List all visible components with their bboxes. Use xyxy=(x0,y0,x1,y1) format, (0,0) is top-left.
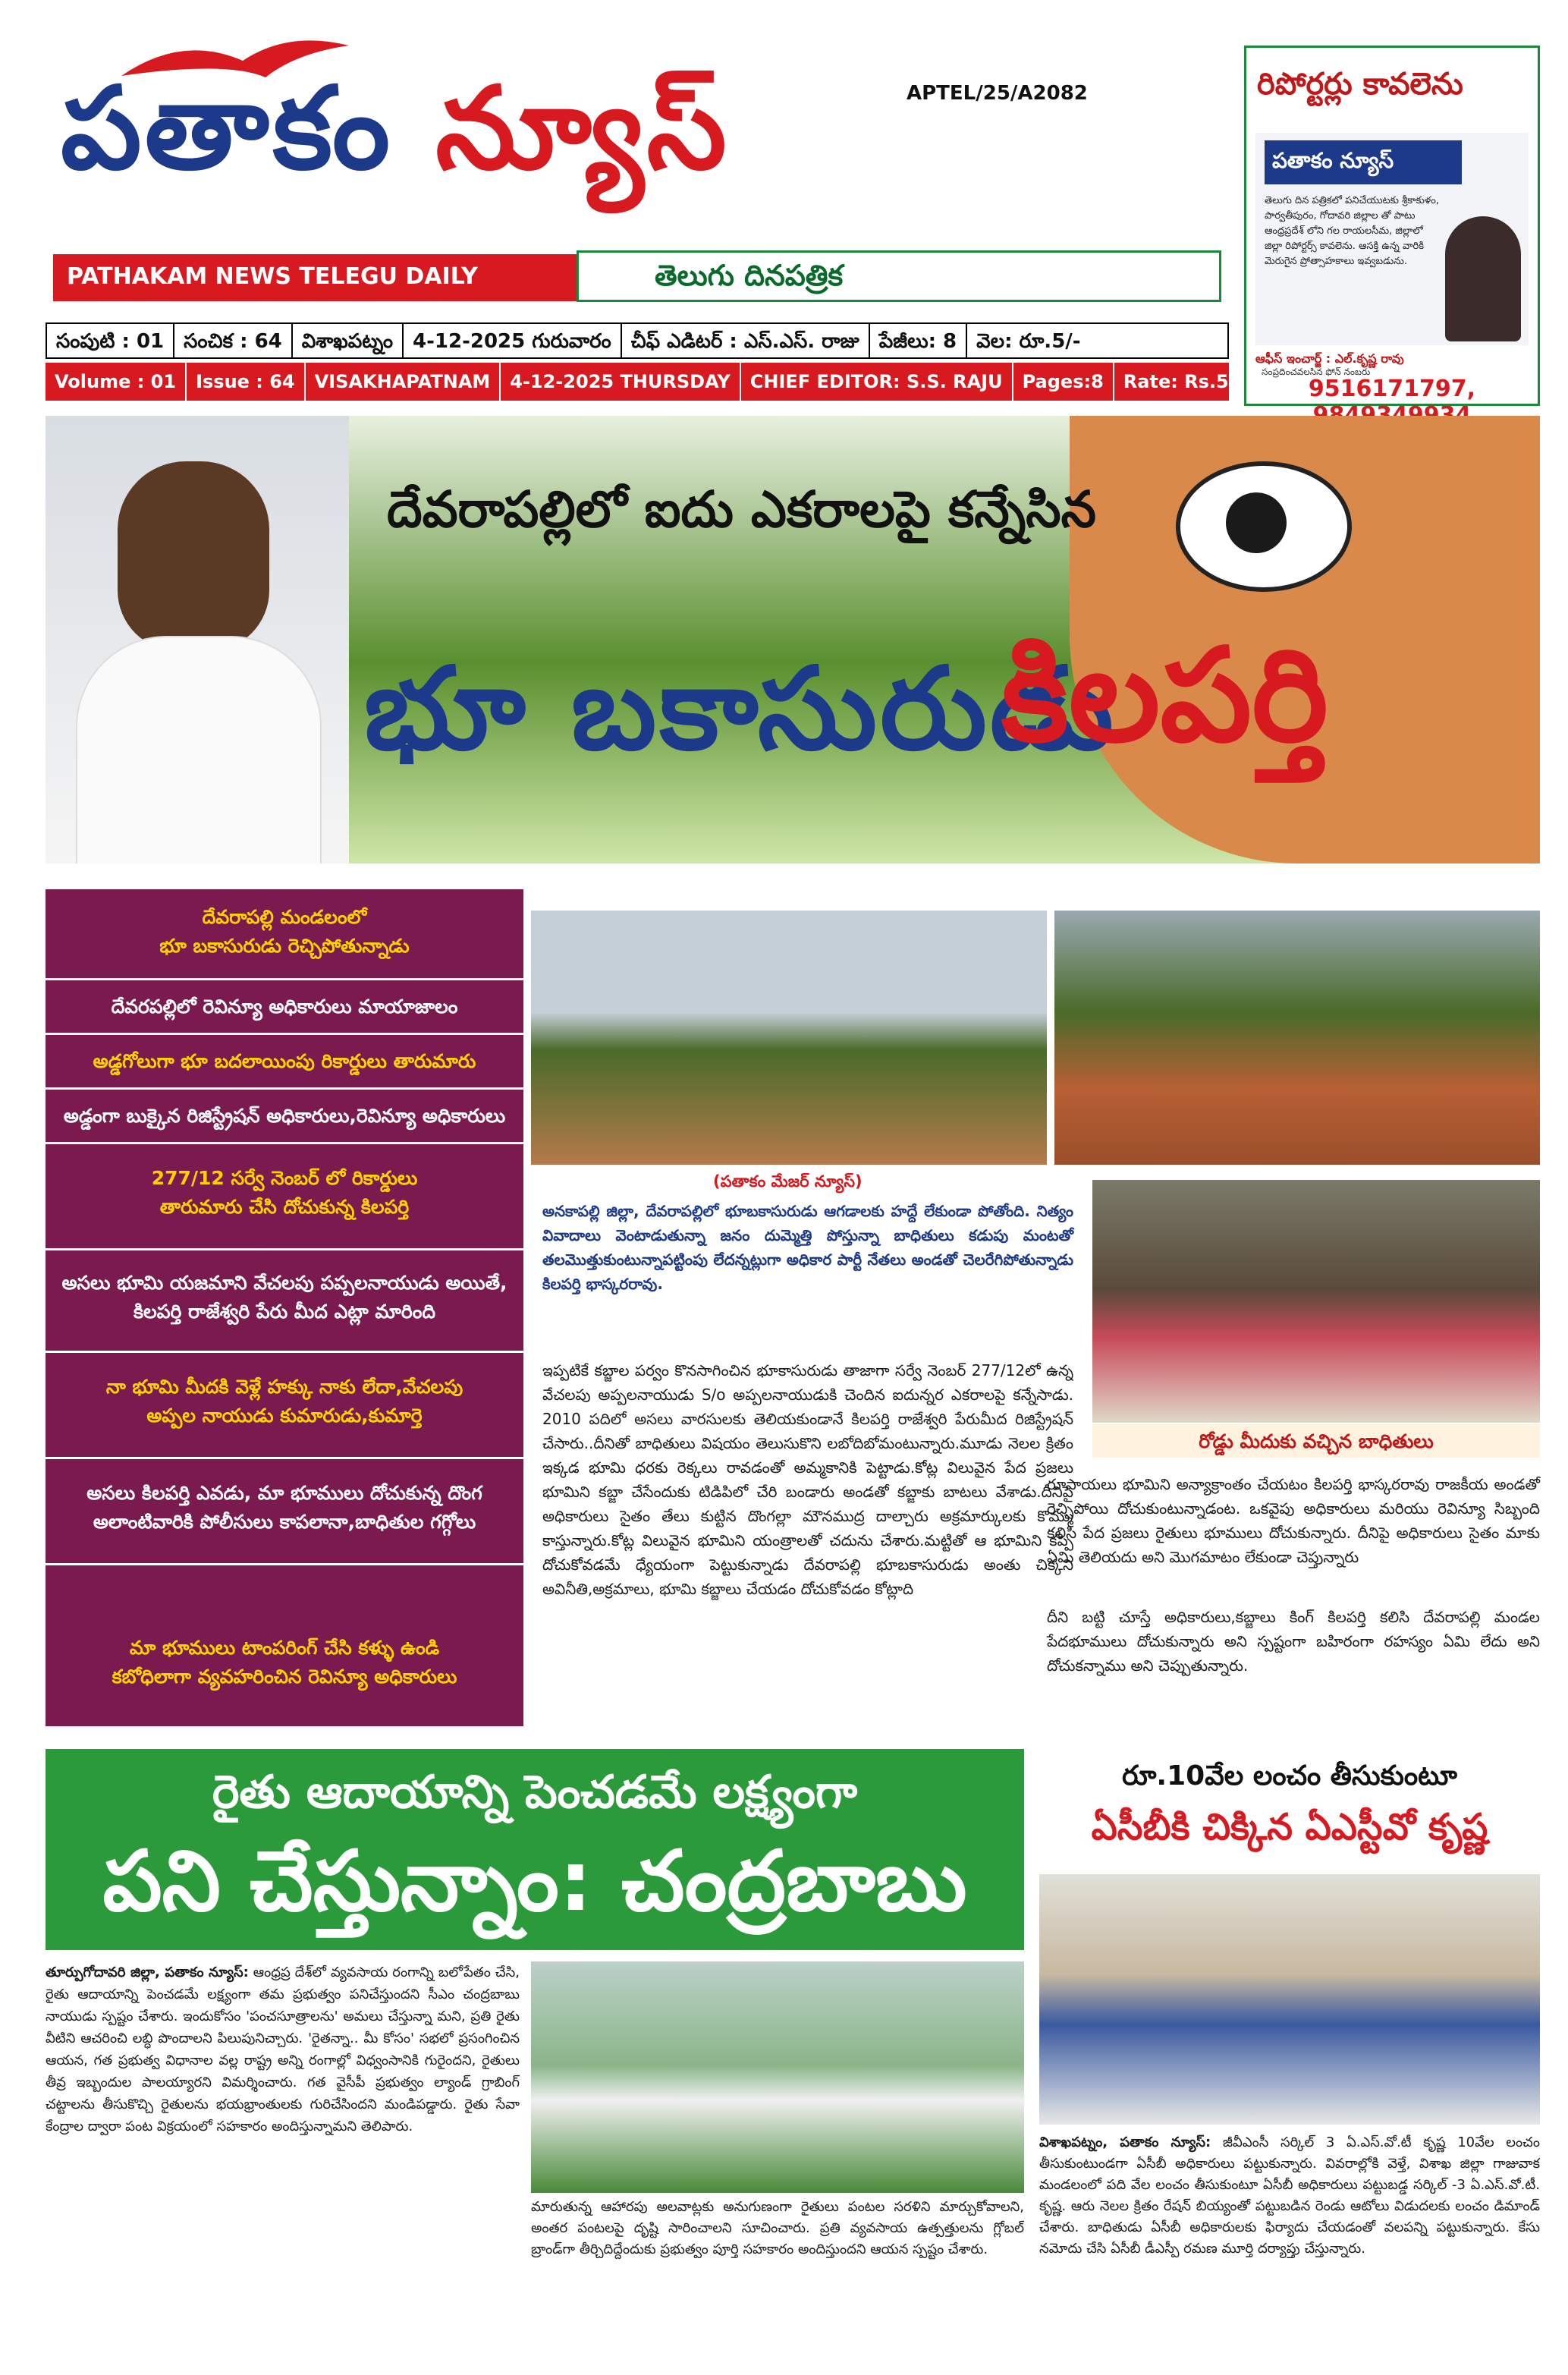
ad-office-incharge: ఆఫీస్ ఇంచార్జ్ : ఎల్.కృష్ణ రావు xyxy=(1255,351,1404,366)
sidebar-line: దేవరపల్లిలో రెవిన్యూ అధికారులు మాయాజాలం xyxy=(111,996,458,1018)
hero-headline-1: దేవరాపల్లిలో ఐదు ఎకరాలపై కన్నేసిన xyxy=(387,480,1096,539)
sidebar-line: కిలపర్తి రాజేశ్వరి పేరు మీద ఎట్లా మారింది xyxy=(133,1301,436,1323)
acb-story xyxy=(1039,2132,1540,2367)
info-en-item: 4-12-2025 THURSDAY xyxy=(501,363,740,401)
hero-headline-3: కిలపర్తి xyxy=(1001,621,1328,771)
sidebar-box xyxy=(46,889,523,980)
sidebar-box xyxy=(46,1459,523,1565)
sidebar-line: అప్పల నాయుడు కుమారుడు,కుమార్తె xyxy=(146,1405,423,1427)
info-en-item: Pages:8 xyxy=(1013,363,1114,401)
acb-photo xyxy=(1039,1874,1540,2125)
ad-contact-note: సంప్రదించవలసిన ఫోన్ నంబరు xyxy=(1262,366,1371,377)
chandrababu-banner xyxy=(46,1749,1024,1950)
sidebar-line: దేవరాపల్లి మండలంలో xyxy=(202,906,367,928)
sidebar-line: అడ్డంగా బుక్కైన రిజిస్ట్రేషన్ అధికారులు,రెవిన్యూ అధికారులు xyxy=(63,1105,506,1127)
ad-panel xyxy=(1255,133,1529,345)
tagline-en: PATHAKAM NEWS TELEGU DAILY xyxy=(53,254,577,301)
ad-phones: 9516171797, xyxy=(1308,376,1476,402)
sidebar-line: అలాంటివారికి పోలీసులు కాపలానా,బాధితుల గగ్గోలు xyxy=(93,1511,476,1533)
sidebar-line: 277/12 సర్వే నెంబర్ లో రికార్డులు xyxy=(151,1167,418,1189)
acb-headline: ఏసీబీకి చిక్కిన ఏఎస్టీవో కృష్ణ xyxy=(1091,1806,1488,1848)
sidebar-box xyxy=(46,1250,523,1353)
sidebar-box xyxy=(46,980,523,1035)
chandrababu-photo xyxy=(531,1961,1024,2193)
info-en-item: CHIEF EDITOR: S.S. RAJU xyxy=(741,363,1013,401)
story-body-3: దీని బట్టి చూస్తే అధికారులు,కబ్జాలు కింగ్ కిలపర్తి కలిసి దేవరాపల్లి మండల పేదభూములు దోచుకున్నారు అని స్పష్టంగా బహిరంగా రహస్యం ఏమి లేదు అని దోచుకన్నాము అని చెప్పుతున్నారు. xyxy=(1047,1608,1540,1675)
victims-photo-caption: రోడ్డు మీదుకు వచ్చిన బాధితులు xyxy=(1092,1424,1540,1458)
info-te-item: చీఫ్ ఎడిటర్ : ఎస్.ఎస్. రాజు xyxy=(622,324,870,357)
ad-logo: పతాకం న్యూస్ xyxy=(1265,140,1462,184)
sidebar-box xyxy=(46,1353,523,1459)
info-te-item: 4-12-2025 గురువారం xyxy=(404,324,622,357)
sidebar-box xyxy=(46,1565,523,1729)
cb-photo-caption: మారుతున్న ఆహారపు అలవాట్లకు అనుగుణంగా రైతులు పంటల సరళిని మార్చుకోవాలని, అంతర పంటలపై దృష్టి సారించాలని సూచించారు. ప్రతి వ్యవసాయ ఉత్పత్తులను గ్లోబల్ బ్రాండ్‌గా తీర్చిదిద్దేందుకు ప్రభుత్వం పూర్తి సహకారం అందిస్తుందని ఆయన స్పష్టం చేశారు. xyxy=(531,2199,1024,2257)
sidebar-line: అసలు భూమి యజమాని వేచలపు పప్పలనాయుడు అయితే, xyxy=(61,1272,507,1294)
info-en-item: Rate: Rs.5/- xyxy=(1123,371,1243,392)
acb-body: జీవీఎంసీ సర్కిల్ 3 ఏ.ఎస్.వో.టీ కృష్ణ 10వేల లంచం తీసుకుంటుండగా ఏసీబీ అధికారులు పట్టుకున్నారు. వివరాల్లోకి వెళ్తే, విశాఖ జిల్లా గాజువాక మండలంలో పది వేల లంచం తీసుకుంటూ ఏసీబీ అధికారులు పట్టుబడ్డ సర్కిల్ -3 ఏ.ఎస్.వో.టీ. కృష్ణ. ఆరు నెలల క్రితం రేషన్ బియ్యంతో పట్టుబడిన రెండు ఆటోలు విడుదలకు లంచం డిమాండ్ చేశారు. బాధితుడు ఏసీబీ అధికారులకు ఫిర్యాదు చేయడంతో వలపన్ని పట్టుకున్నారు. కేసు నమోదు చేసి ఏసీబీ డీఎస్పీ రమణ మూర్తి దర్యాప్తు చేస్తున్నారు. xyxy=(1039,2134,1540,2257)
cb-dateline: తూర్పుగోదావరి జిల్లా, పతాకం న్యూస్: xyxy=(46,1964,249,1980)
info-te-item: పేజీలు: 8 xyxy=(870,324,967,357)
sidebar-line: మా భూములు టాంపరింగ్ చేసి కళ్ళు ఉండి xyxy=(129,1637,440,1659)
sidebar-line: అడ్డగోలుగా భూ బదలాయింపు రికార్డులు తారుమారు xyxy=(93,1050,476,1072)
registration-number: APTEL/25/A2082 xyxy=(907,82,1088,105)
cb-body: ఆంధ్రప్ర దేశ్‌లో వ్యవసాయ రంగాన్ని బలోపేతం చేసి, రైతు ఆదాయాన్ని పెంచడమే లక్ష్యంగా తమ ప్రభుత్వం పనిచేస్తుందని సీఎం చంద్రబాబు నాయుడు స్పష్టం చేశారు. ఇందుకోసం 'పంచసూత్రాలను' అమలు చేస్తున్నా మని, ప్రతి రైతు వీటిని ఆచరించి లబ్ధి పొందాలని పిలుపునిచ్చారు. 'రైతన్నా.. మీ కోసం' సభలో ప్రసంగించిన ఆయన, గత ప్రభుత్వ విధానాల వల్ల రాష్ట్ర అన్ని రంగాల్లో విధ్వంసానికి గురైందని, రైతులు తీవ్ర ఇబ్బందుల పాలయ్యారని విమర్శించారు. గత వైసీపీ ప్రభుత్వం ల్యాండ్ గ్రాబింగ్ చట్టాలను తీసుకొచ్చి రైతులను భయభ్రాంతులకు గురిచేసిందని మండిపడ్డారు. రైతు సేవా కేంద్రాల ద్వారా పంట విక్రయంలో సహకారం అందిస్తున్నామని తెలిపారు. xyxy=(46,1964,520,2134)
story-lead: అనకాపల్లి జిల్లా, దేవరాపల్లిలో భూబకాసురుడు ఆగడాలకు హద్దే లేకుండా పోతోంది. నిత్యం వివాదాలు వెంటాడుతున్నా జనం దుమ్మెత్తి పోస్తున్నా బాధితులు కడుపు మంటతో తలమొత్తుకుంటున్నాపట్టింపు లేదన్నట్లుగా అధికార పార్టీ నేతలు అండతో చెలరేగిపోతున్నాడు కిలపర్తి భాస్కరరావు. xyxy=(542,1202,1073,1293)
sidebar-line: నా భూమి మీదకి వెళ్లే హక్కు నాకు లేదా,వేచలపు xyxy=(105,1376,463,1398)
acb-kicker: రూ.10వేల లంచం తీసుకుంటూ xyxy=(1122,1760,1457,1791)
reporters-wanted-ad xyxy=(1244,46,1540,406)
land-photo-2 xyxy=(1054,911,1540,1165)
acb-dateline: విశాఖపట్నం, పతాకం న్యూస్: xyxy=(1039,2134,1211,2150)
sidebar-line: అసలు కిలపర్తి ఎవడు, మా భూములు దోచుకున్న దొంగ xyxy=(86,1482,482,1504)
cb-headline-1: రైతు ఆదాయాన్ని పెంచడమే లక్ష్యంగా xyxy=(212,1766,858,1819)
victims-photo xyxy=(1092,1180,1540,1423)
sidebar-line: భూ బకాసురుడు రెచ్చిపోతున్నాడు xyxy=(159,935,410,957)
land-photo-1 xyxy=(531,911,1047,1165)
info-row-english xyxy=(46,363,1243,401)
story-body: ఇప్పటికే కబ్జాల పర్వం కొనసాగించిన భూకాసురుడు తాజాగా సర్వే నెంబర్ 277/12లో ఉన్న వేచలపు అప్పలనాయుడు S/o అప్పలనాయుడుకి చెందిన ఐదున్నర ఎకరాలపై కన్నేసాడు. 2010 పదిలో అసలు వారసులకు తెలియకుండానే కిలపర్తి రాజేశ్వరి పేరుమీద రిజిస్ట్రేషన్ చేసారు..దీనితో బాధితులు విషయం తెలుసుకొని లబోదిబోమంటున్నారు.మూడు నెలల క్రితం ఇక్కడ భూమి ధరకు రెక్కలు రావడంతో అమ్మకానికి పెట్టాడు.కోట్ల విలువైన పేద ప్రజలు భూమిని కబ్జా చేసేందుకు టిడిపిలో చేరి బండారు అండతో కబ్జాకు బాటలు వేశాడు.దీనిపై అధికారులు సైతం తేలు కుట్టిన దొంగల్లా మౌనముద్ర దాల్చారు అక్రమార్కులకు కొమ్ము కాస్తున్నారు.కోట్ల విలువైన భూమిని యంత్రాలతో చదును చేశారు.మట్టితో ఆ భూమిని కప్పి దోచుకోవడమే ధ్యేయంగా పెట్టుకున్నాడు దేవరాపల్లి భూబకాసురుడు అంతు చిక్కని అవినీతి,అక్రమాలు, భూమి కబ్జాలు చేయడం దోచుకోవడం కోట్లాది xyxy=(542,1361,1073,1598)
masthead-logo xyxy=(61,63,730,195)
ad-text: తెలుగు దిన పత్రికలో పనిచేయుటకు శ్రీకాకుళం, పార్వతీపురం, గోదావరి జిల్లాల తో పాటు ఆంధ్రప్రదేశ్ లోని గల రాయలసీమ, జిల్లాలో జిల్లా రిపోర్టర్స్ కావలెను. ఆసక్తి ఉన్న వారికి మెరుగైన ప్రోత్సాహకాలు ఇవ్వబడును. xyxy=(1265,195,1440,267)
hero-banner xyxy=(46,416,1540,863)
sidebar-line: కబోధిలాగా వ్యవహరించిన రెవిన్యూ అధికారులు xyxy=(112,1666,457,1688)
sidebar-box xyxy=(46,1035,523,1090)
sidebar-box xyxy=(46,1144,523,1250)
hero-headline-2: భూ బకాసురుడు xyxy=(364,643,1117,775)
sidebar-box xyxy=(46,1090,523,1144)
ad-title: రిపోర్టర్లు కావలెను xyxy=(1246,48,1538,131)
info-te-item: సంపుటి : 01 xyxy=(47,324,174,357)
hero-person-photo xyxy=(46,416,349,863)
tagline-te: తెలుగు దినపత్రిక xyxy=(577,250,1221,302)
info-en-item: VISAKHAPATNAM xyxy=(306,363,501,401)
logo-text-1: పతాకం xyxy=(61,63,394,195)
story-body-2: రూపాయలు భూమిని అన్యాక్రాంతం చేయటం కిలపర్తి భాస్కరరావు రాజకీయ అండతో రెచ్చిపోయి దోచుకుంటున్నాడంట. ఒకవైపు అధికారులు మరియు రెవిన్యూ సిబ్బంది కలిసి పేద ప్రజలు రైతులు భూములు దోచుకున్నారు. దీనిపై అధికారులు సైతం మాకు ఏమి తెలియదు అని మొగమాటం లేకుండా చెప్తున్నారు xyxy=(1047,1475,1540,1566)
info-te-item: వెల: రూ.5/- xyxy=(976,330,1081,353)
ad-person-image xyxy=(1445,216,1521,341)
info-te-item: విశాఖపట్నం xyxy=(293,324,404,357)
info-row-telugu xyxy=(46,322,1229,359)
cb-story xyxy=(46,1961,520,2364)
info-te-item: సంచిక : 64 xyxy=(174,324,293,357)
info-en-item: Issue : 64 xyxy=(187,363,306,401)
info-en-item: Volume : 01 xyxy=(46,363,187,401)
logo-text-2: న్యూస్ xyxy=(435,63,730,195)
story-credit: (పతాకం మేజర్ న్యూస్) xyxy=(713,1172,863,1191)
sidebar-line: తారుమారు చేసి దోచుకున్న కిలపర్తి xyxy=(159,1196,410,1218)
cb-headline-2: పని చేస్తున్నాం: చంద్రబాబు xyxy=(102,1832,967,1930)
